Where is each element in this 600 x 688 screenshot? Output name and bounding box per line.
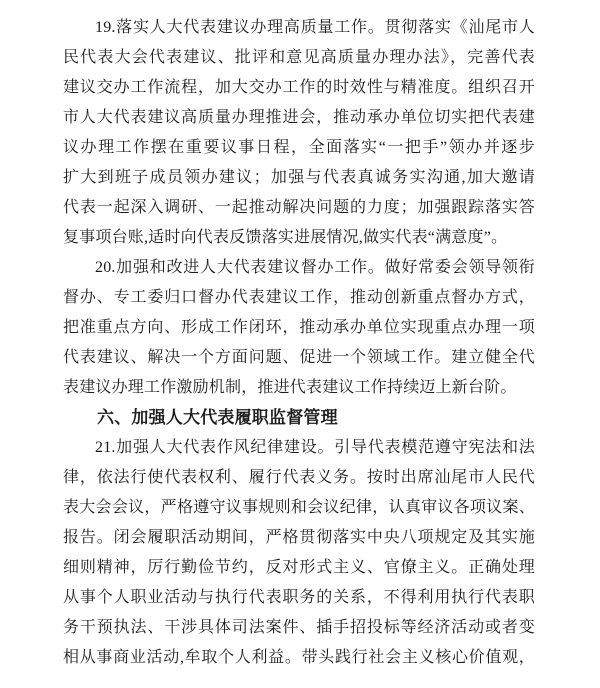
text-line: 细则精神，厉行勤俭节约，反对形式主义、官僚主义。正确处理	[63, 559, 535, 576]
text-line: 市人大代表建议高质量办理推进会，推动承办单位切实把代表建	[63, 109, 535, 126]
text-line: 21.加强人大代表作风纪律建设。引导代表模范遵守宪法和法	[95, 439, 535, 456]
text-line: 务干预执法、干涉具体司法案件、插手招投标等经济活动或者变	[63, 619, 535, 636]
text-line: 19.落实人大代表建议办理高质量工作。贯彻落实《汕尾市人	[95, 19, 535, 36]
paragraph-19	[63, 13, 535, 253]
text-line: 相从事商业活动,牟取个人利益。带头践行社会主义核心价值观，	[63, 649, 535, 666]
text-line: 表大会会议，严格遵守议事规则和会议纪律，认真审议各项议案、	[63, 499, 535, 516]
text-line: 代表一起深入调研、一起推动解决问题的力度；加强跟踪落实答	[63, 199, 535, 216]
text-line: 扩大到班子成员领办建议；加强与代表真诚务实沟通,加大邀请	[63, 169, 535, 186]
paragraph-20	[63, 253, 535, 403]
text-line: 督办、专工委归口督办代表建议工作，推动创新重点督办方式，	[63, 289, 535, 306]
text-line: 报告。闭会履职活动期间，严格贯彻落实中央八项规定及其实施	[63, 529, 535, 546]
text-line: 从事个人职业活动与执行代表职务的关系，不得利用执行代表职	[63, 589, 535, 606]
text-line: 20.加强和改进人大代表建议督办工作。做好常委会领导领衔	[95, 259, 535, 276]
text-line: 建议交办工作流程，加大交办工作的时效性与精准度。组织召开	[63, 79, 535, 96]
text-line: 把准重点方向、形成工作闭环，推动承办单位实现重点办理一项	[63, 319, 535, 336]
text-line: 表建议办理工作激励机制，推进代表建议工作持续迈上新台阶。	[63, 379, 517, 396]
text-line: 律，依法行使代表权利、履行代表义务。按时出席汕尾市人民代	[63, 469, 535, 486]
section-heading-text: 六、加强人大代表履职监督管理	[97, 408, 338, 427]
text-line: 民代表大会代表建议、批评和意见高质量办理办法》，完善代表	[63, 49, 535, 66]
text-line: 代表建议、解决一个方面问题、促进一个领域工作。建立健全代	[63, 349, 535, 366]
text-line: 议办理工作摆在重要议事日程，全面落实“一把手”领办并逐步	[63, 139, 535, 156]
section-6-heading	[63, 403, 535, 433]
text-line: 复事项台账,适时向代表反馈落实进展情况,做实代表“满意度”。	[63, 229, 508, 246]
paragraph-21	[63, 433, 535, 673]
